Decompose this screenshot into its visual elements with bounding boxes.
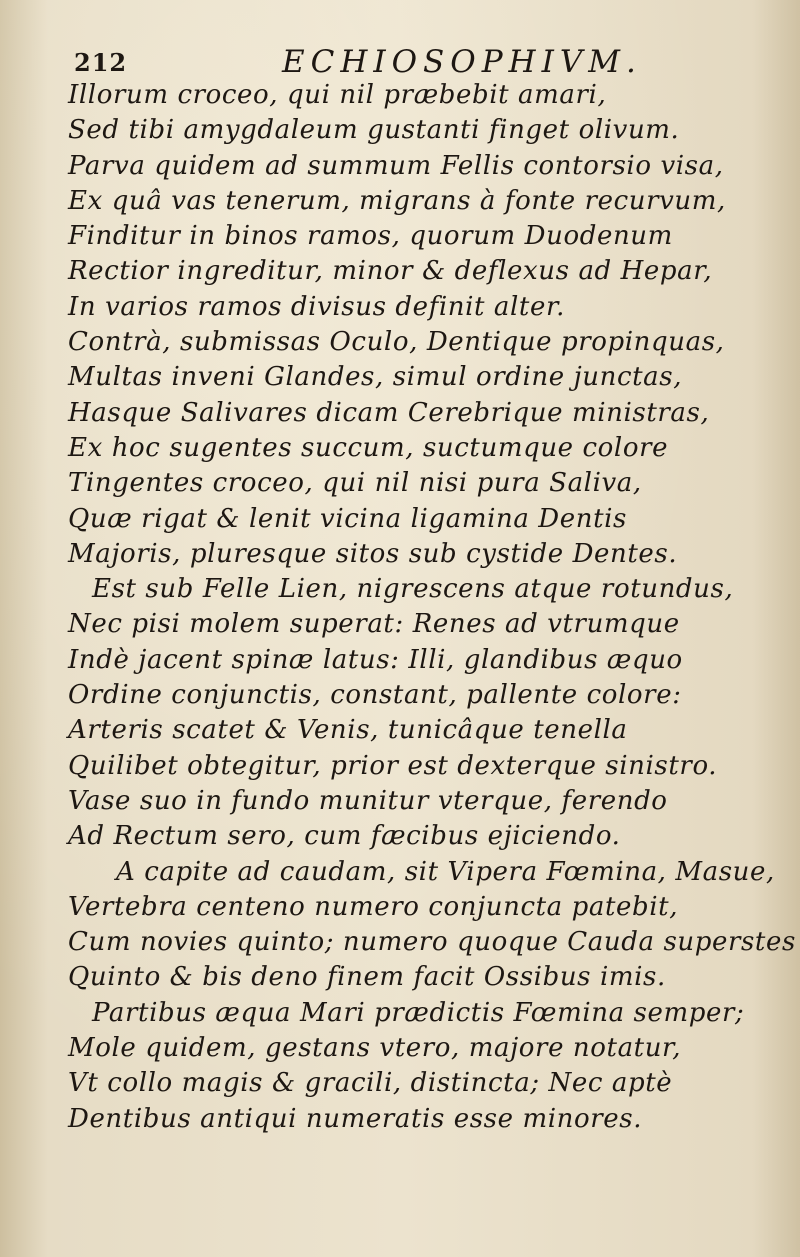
- verse-line: Vase suo in fundo munitur vterque, ferendo: [68, 785, 668, 816]
- verse-line: Vt collo magis & gracili, distincta; Nec aptè: [68, 1068, 673, 1099]
- verse-line: Quilibet obtegitur, prior est dexterque sinistro.: [68, 750, 718, 781]
- verse-line: A capite ad caudam, sit Vipera Fœmina, Masue,: [116, 856, 775, 887]
- verse-line: Hasque Salivares dicam Cerebrique ministras,: [68, 397, 710, 428]
- poem-text: [68, 78, 796, 1137]
- verse-line: Majoris, pluresque sitos sub cystide Dentes.: [68, 538, 678, 569]
- running-head: ECHIOSOPHIVM.: [282, 44, 642, 80]
- verse-line: Nec pisi molem superat: Renes ad vtrumque: [68, 609, 680, 640]
- verse-line: Ex hoc sugentes succum, suctumque colore: [68, 432, 669, 463]
- page-number: 212: [74, 48, 128, 77]
- verse-line: Quæ rigat & lenit vicina ligamina Dentis: [68, 503, 627, 534]
- page-header: [52, 40, 760, 80]
- verse-line: Partibus æqua Mari prædictis Fœmina semper;: [92, 997, 745, 1028]
- verse-line: Contrà, submissas Oculo, Dentique propinquas,: [68, 327, 725, 358]
- verse-line: Tingentes croceo, qui nil nisi pura Saliva,: [68, 468, 642, 499]
- verse-line: Dentibus antiqui numeratis esse minores.: [68, 1103, 643, 1134]
- verse-line: Mole quidem, gestans vtero, majore notatur,: [68, 1033, 682, 1064]
- verse-line: Rectior ingreditur, minor & deflexus ad Hepar,: [68, 256, 713, 287]
- verse-line: Arteris scatet & Venis, tunicâque tenella: [68, 715, 628, 746]
- verse-line: Est sub Felle Lien, nigrescens atque rotundus,: [92, 574, 734, 605]
- verse-line: Ordine conjunctis, constant, pallente colore:: [68, 680, 682, 711]
- verse-line: Finditur in binos ramos, quorum Duodenum: [68, 221, 673, 252]
- verse-line: Sed tibi amygdaleum gustanti finget olivum.: [68, 115, 680, 146]
- verse-line: Cum novies quinto; numero quoque Cauda superstes: [68, 927, 796, 958]
- verse-line: Parva quidem ad summum Fellis contorsio visa,: [68, 150, 724, 181]
- verse-line: Multas inveni Glandes, simul ordine junctas,: [68, 362, 683, 393]
- verse-line: Indè jacent spinæ latus: Illi, glandibus æquo: [68, 644, 683, 675]
- verse-line: Illorum croceo, qui nil præbebit amari,: [68, 80, 607, 110]
- verse-line: Ex quâ vas tenerum, migrans à fonte recurvum,: [68, 185, 726, 216]
- verse-line: Vertebra centeno numero conjuncta patebit,: [68, 891, 679, 922]
- verse-line: In varios ramos divisus definit alter.: [68, 291, 566, 322]
- verse-line: Quinto & bis deno finem facit Ossibus imis.: [68, 962, 666, 993]
- verse-line: Ad Rectum sero, cum fæcibus ejiciendo.: [68, 821, 621, 852]
